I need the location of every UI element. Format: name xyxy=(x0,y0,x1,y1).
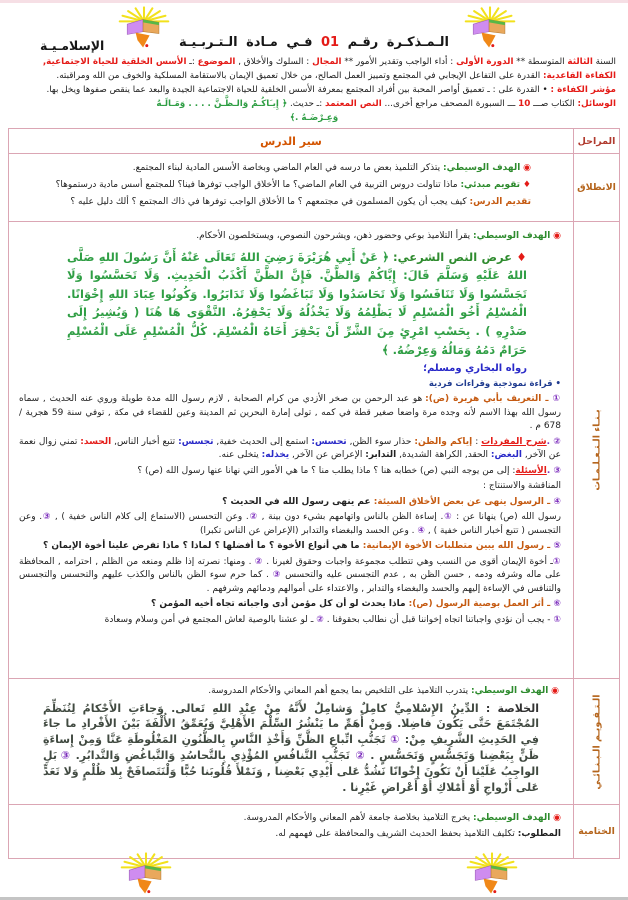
text-segment: ⑥ xyxy=(550,599,561,609)
paragraph-forbidden-morals-list xyxy=(19,511,561,538)
text-segment: ② xyxy=(248,512,258,522)
text-segment: إياكم والظن: xyxy=(414,436,473,447)
text-segment: الأسس الخلقية للحياة الاجتماعية, xyxy=(42,57,187,67)
text-segment: تمني زوال نعمة عن الآخر, xyxy=(19,436,561,460)
paragraph-questions xyxy=(19,465,561,479)
page-title-wrap-word: الإسلامـيـة xyxy=(40,38,105,53)
paragraph-hadith-text xyxy=(19,246,561,360)
text-segment: ـ الرسول ينهى عن بعض الأخلاق السيئة: xyxy=(373,496,551,507)
text-segment: الـمـذكـرة رقـم xyxy=(339,35,449,50)
text-segment: تحسس: xyxy=(311,436,347,447)
text-segment: . كما حرم سوء الظن بالناس والكذب عليهم والتحسس والتجسس والتنافس في الإساءة إليهم والحسد والبغضاء والتدابر , والاعتداء على أموالهم ودمائهم وشرفهم . xyxy=(19,570,561,594)
text-segment: الهدف الوسيطي: xyxy=(472,813,551,823)
text-segment: المناقشة والاستنتاج : xyxy=(482,481,561,491)
text-segment: ② xyxy=(316,614,324,625)
text-segment: النص المعتمد xyxy=(325,99,382,109)
stages-column-header: المراحل xyxy=(573,129,619,153)
text-segment: السنة xyxy=(592,57,616,67)
text-segment: ماذا تناولت دروس التربية في العام الماضي؟ ما الأخلاق الواجب توفرها فينا؟ للمجتمع أسس مادية درستموها؟ xyxy=(55,179,461,190)
meta-line-materials xyxy=(12,97,616,111)
text-segment: :ـ حديث. xyxy=(287,99,326,109)
text-segment: ◉ xyxy=(550,231,561,241)
paragraph-goal xyxy=(23,685,559,699)
text-segment: ② xyxy=(254,556,263,567)
text-segment: ◉ xyxy=(550,813,561,823)
text-segment: 10 xyxy=(518,99,531,109)
formative-assessment-content xyxy=(9,679,573,804)
text-segment: الثالثة xyxy=(567,57,593,67)
text-segment: يتخلى عنه. xyxy=(218,450,262,460)
stage-label-vertical-text: الـتـقـويـم الـبـنـائـي xyxy=(591,693,602,790)
table-header-row xyxy=(9,129,619,153)
text-segment: تتبع أخبار الناس, xyxy=(111,436,179,447)
text-segment: 01 xyxy=(320,35,340,50)
text-segment: ② . xyxy=(546,436,561,447)
text-segment: هو عبد الرحمن بن صخر الأزدي من كرام الصحابة , لازم رسول الله مدة طويلة وروي عنه الحديث , سماه رسول الله بهذا الاسم لأنه وجده مرة واضعا صغير قطة في كمه , تولى إمارة البحرين ثم المدينة وعين للقضاء في مكة , توفي سنة 59 هجرية / 678 م . xyxy=(19,394,561,431)
text-segment: ① xyxy=(552,556,561,567)
text-segment: القدرة على التفاعل الإيجابي في المجتمع وتمييز العمل الصالح، من خلال تعميق الإيمان بالاستقامة المسلكية والخوف من الله ومراقبته. xyxy=(56,71,543,81)
text-segment: ④ xyxy=(417,525,426,536)
text-segment: • القدرة على : ـ تعميق أواصر المحبة بين أفراد المجتمع بمعرفة الأسس الخلقية للحياة الاجتماعية الجيدة والبعد عما ينقص صفوها ويخل بها. xyxy=(46,85,551,95)
paragraph-homework xyxy=(21,828,561,842)
text-segment: • قراءة نموذجية وقراءات فردية xyxy=(428,379,561,390)
text-segment: ـ أثر العمل بوصية الرسول (ص): xyxy=(408,599,551,609)
meta-line-base-competency xyxy=(12,69,616,83)
paragraph-hadith-source xyxy=(19,361,561,376)
text-segment: ♦ xyxy=(512,249,527,264)
stage-label-closing: الختامية xyxy=(573,805,619,858)
text-segment: عم ينهى رسول الله في الحديث ؟ xyxy=(222,496,374,507)
text-segment: بَلِ الواجِبُ عَلَيْنا أَنْ نَكُونَ إِخْوانًا نَشُدُّ عَلى أَيْدِي بَعْضِنا , وَنَمْلأَ قُلُوبَنا حُبًّا وَلْنَتَصافَحْ بِلا ظُلْمٍ وَلا تَعَدٍّ عَلى أَزْواجِ أَوْ أَمْلاكِ أَوْ أَعْراضِ غَيْرِنا . xyxy=(43,749,539,795)
paragraph-vocabulary xyxy=(19,436,561,463)
meta-line-competency-indicator xyxy=(12,83,616,97)
paragraph-reading-note xyxy=(19,378,561,391)
text-segment: ③ xyxy=(271,570,282,580)
paragraph-narrator-bio xyxy=(19,393,561,434)
text-segment: ـ التعريف بأبي هريرة (ض): xyxy=(425,394,549,404)
text-segment: ◉ xyxy=(548,686,559,696)
launch-content xyxy=(9,154,573,221)
text-segment: . وعن الحسد والبغضاء والتدابر (الإعراض عن الناس تكبرا) xyxy=(200,525,418,536)
text-segment: ① xyxy=(548,394,561,404)
stage-label-building-learning xyxy=(573,222,619,678)
text-segment: التدابر: xyxy=(365,450,397,460)
text-segment: الكتاب صـــ xyxy=(530,99,578,109)
paragraph-brotherhood-heading xyxy=(19,540,561,554)
text-segment: ② xyxy=(354,749,366,763)
text-segment: الدورة الأولى xyxy=(456,57,514,67)
text-segment: تَجَنُّبِ اتِّباعِ الظَّنِّ وَأَخْذِ النَّاسِ بِالظُّنُونِ المَغْلُوطَةِ عَنَّا وَمِنْ إِساءَةِ ظَنٍّ بِبَعْضِنا وَتَجَسُّسٍ وَتَحَسُّسٍ . xyxy=(43,733,539,763)
text-segment: المطلوب: xyxy=(517,828,561,839)
text-segment: فـي مـادة الـتـربـيـة xyxy=(179,35,321,50)
meta-line-quote-wrap xyxy=(12,111,616,125)
text-segment: الدِّينُ الإِسْلامِيُّ كامِلٌ وَشامِلٌ لأَنَّهُ مِنْ عِنْدِ اللهِ تَعالى. وَجاءَتِ الأَحْكامُ لِتُنَظِّمَ المُجْتَمَعَ حَتَّى يَكُونَ فاضِلا. وَمِنْ أَهَمِّ ما يَنْشُرُ السِّلْمَ الأَهْلِيَّ وَيُعَمِّقُ الأُلْفَةَ بَيْنَ الأَفْرادِ ما جاءَ فِي الحَدِيثِ الشَّرِيفِ مِنْ: xyxy=(43,701,539,747)
book-sunburst-clipart xyxy=(464,851,520,895)
text-segment: حذار سوء الظن, xyxy=(346,436,415,447)
text-segment: : أداء الواجب وتقدير الأمور ** xyxy=(341,57,457,67)
text-segment: تقديم الدرس: xyxy=(469,196,531,207)
text-segment: ـــ السبورة المصحف مراجع أخرى... xyxy=(381,99,519,109)
paragraph-effect-heading xyxy=(19,598,561,612)
text-segment: ③ . xyxy=(546,465,561,476)
text-segment: الهدف الوسيطي: xyxy=(442,162,521,173)
text-segment: الأسئلة xyxy=(515,465,547,476)
table-row-launch xyxy=(9,153,619,221)
stage-label-vertical-text: بـنـاء الـتـعـلـمـات xyxy=(591,409,602,491)
text-segment: ﴿ إِيـَاكُـمْ وَالـظَّـنَّ . . . . وَمَـالَـهُ xyxy=(156,99,288,109)
paragraph-goal xyxy=(25,162,531,176)
text-segment: المجال xyxy=(312,57,342,67)
text-segment: تَجَنُّبِ التَّنافُسِ المُؤْذِي بِالتَّحاسُدِ وَالتَّباغُضِ وَالتَّدابُرِ. xyxy=(70,749,355,763)
text-segment: ① xyxy=(389,733,401,747)
paragraph-discussion-heading xyxy=(19,480,561,494)
text-segment: الهدف الوسيطي: xyxy=(470,686,549,696)
paragraph-effect-details xyxy=(19,614,561,628)
text-segment: :ـ xyxy=(186,57,198,67)
paragraph-goal xyxy=(19,230,561,244)
table-row-formative-assessment xyxy=(9,678,619,804)
text-segment: ـ رسول الله يبين متطلبات الأخوة الإيمانية: xyxy=(362,541,551,551)
text-segment: . وعن التحسس (الاستماع إلى كلام الناس خفية ) , xyxy=(51,512,249,522)
text-segment: ① xyxy=(443,512,453,522)
text-segment: ③ xyxy=(60,749,71,763)
text-segment: البغض: xyxy=(490,450,523,460)
text-segment: يتدرب التلاميذ على التلخيص بما يجمع أهم المعاني والأحكام المدروسة. xyxy=(208,686,471,696)
text-segment: - يجب أن نؤدي واجباتنا اتجاه إخواننا قبل أن نطالب بحقوقنا . xyxy=(323,614,554,625)
text-segment: ♦ xyxy=(520,179,531,190)
text-segment: : السلوك والأخلاق , xyxy=(235,57,313,67)
meta-line-level-domain xyxy=(12,55,616,69)
text-segment: كيف يجب أن يكون المسلمون في مجتمعهم ؟ ما الأخلاق الواجب توفرها في ذاك المجتمع ؟ ألك دليل عليه ؟ xyxy=(70,196,470,207)
text-segment: : إلى من يوجه النبي (ص) خطابه هنا ؟ ماذا يطلب منا ؟ ما هي الأمور التي نهانا عنها رسول الله (ص) ؟ xyxy=(137,465,516,476)
text-segment: رسول الله (ص) ينهانا عن : xyxy=(452,512,562,522)
text-segment: ـ لو عشنا بالوصية لعاش المجتمع في أمن وسلام وسعادة xyxy=(104,614,317,625)
text-segment: عرض النص الشرعي: xyxy=(393,249,513,264)
text-segment: تكليف التلاميذ بحفظ الحديث الشريف والمحافظة على فهمهم له. xyxy=(275,828,518,839)
text-segment: ③ xyxy=(42,512,52,522)
table-row-building-learning xyxy=(9,221,619,678)
text-segment: ④ xyxy=(550,496,561,507)
text-segment: مؤشر الكفاءة : xyxy=(550,85,616,95)
text-segment: ◉ xyxy=(520,162,531,173)
text-segment: رواه البخاري ومسلم؛ xyxy=(423,363,527,375)
text-segment: شرح المفردات xyxy=(481,436,547,447)
text-segment: المتوسطة ** xyxy=(513,57,568,67)
building-learning-content xyxy=(9,222,573,678)
text-segment: استمع إلى الحديث خفية, xyxy=(213,436,312,447)
paragraph-lesson-summary xyxy=(23,701,559,797)
text-segment: يخرج التلاميذ بخلاصة جامعة لأهم المعاني والأحكام المدروسة. xyxy=(243,813,473,823)
paragraph-brotherhood-details xyxy=(19,556,561,597)
text-segment: ما هي أنواع الأخوة ؟ ما أفضلها ؟ لماذا ؟ ماذا تفرض علينا أخوة الإيمان ؟ xyxy=(43,541,363,551)
table-row-closing xyxy=(9,804,619,858)
text-segment: : xyxy=(472,436,482,447)
text-segment: ـ أخوة الإيمان أقوى من النسب وهي تتطلب مجموعة واجبات وحقوق لغيرنا . xyxy=(262,556,553,567)
text-segment: الحقد, الكراهة الشديدة, xyxy=(396,450,491,460)
paragraph-initial-assessment xyxy=(25,179,531,193)
text-segment: الإعراض عن الآخر, xyxy=(289,450,366,460)
paragraph-forbidden-morals-heading xyxy=(19,496,561,510)
text-segment: وَعِـرْضَـهُ .﴾ xyxy=(289,113,339,123)
text-segment: الكفاءة القاعدية: xyxy=(542,71,616,81)
text-segment: الخلاصة : xyxy=(485,701,539,715)
text-segment: ماذا يحدث لو أن كل مؤمن أدى واجباته تجاه أخيه المؤمن ؟ xyxy=(151,599,409,609)
text-segment: . إساءة الظن بالناس واتهامهم بشيء دون بينة , xyxy=(257,512,444,522)
stage-label-launch: الانطلاق xyxy=(573,154,619,221)
text-segment: الوسائل: xyxy=(577,99,616,109)
text-segment: ⑤ xyxy=(550,541,561,551)
lesson-stages-table xyxy=(8,128,620,859)
text-segment: ① xyxy=(553,614,561,625)
text-segment: يخذله: xyxy=(261,450,290,460)
text-segment: الحسد: xyxy=(80,436,112,447)
text-segment: تجسس: xyxy=(178,436,214,447)
lesson-meta-block xyxy=(12,55,616,125)
stage-label-formative-assessment xyxy=(573,679,619,804)
book-sunburst-clipart xyxy=(118,851,174,895)
lesson-flow-header: سير الدرس xyxy=(260,134,322,148)
text-segment: . ومنها: نصرته إذا ظلم ومنعه من الظلم , احترامه , المحافظة على ماله وشرفه ودمه , حسن الظن به , عدم التجسس عليه والتحسس xyxy=(19,556,562,580)
text-segment: ﴿ عَنْ أَبِي هُرَيْرَةَ رَضِيَ اللهُ تَعَالَى عَنْهُ أَنَّ رَسُولَ اللهِ صَلَّى اللهُ عَلَيْهِ وَسَلَّمَ قَالَ: إِيَّاكُمْ وَالظَّنَّ. فَإِنَّ الظَّنَّ أَكْذَبُ الْحَدِيثِ. وَلَا تَحَسَّسُوا وَلَا تَجَسَّسُوا وَلَا تَنَافَسُوا وَلَا تَحَاسَدُوا وَلَا تَبَاغَضُوا وَلَا تَدَابَرُوا. وَكُونُوا عِبَادَ اللهِ إِخْوَانًا. الْمُسْلِمُ أَخُو الْمُسْلِمِ لَا يَظْلِمُهُ وَلَا يَخْذُلُهُ وَلَا يَحْقِرُهُ. التَّقْوَى هَا هُنَا ( وَيُشِيرُ إِلَى صَدْرِهِ ) . بِحَسْبِ امْرِئٍ مِنَ الشَّرِّ أَنْ يَحْقِرَ أَخَاهُ الْمُسْلِمَ. كُلُّ الْمُسْلِمِ عَلَى الْمُسْلِمِ حَرَامٌ دَمُهُ وَمَالُهُ وَعِرْضُهُ. ﴾ xyxy=(67,249,527,357)
text-segment: يتذكر التلميذ بعض ما درسه في العام الماضي وبخاصة الأسس المادية لبناء المجتمع. xyxy=(132,162,443,173)
text-segment: الهدف الوسيطي: xyxy=(472,231,551,241)
paragraph-lesson-intro xyxy=(25,196,531,210)
paragraph-goal xyxy=(21,812,561,826)
text-segment: الموضوع xyxy=(197,57,236,67)
text-segment: . وعن التجسس ( تتبع أخبار الناس خفية ) , xyxy=(19,512,561,536)
text-segment: يقرأ التلاميذ بوعي وحضور ذهن، ويشرحون النصوص، ويستخلصون الأحكام. xyxy=(196,231,473,241)
text-segment: تقويم مبدئي: xyxy=(460,179,521,190)
